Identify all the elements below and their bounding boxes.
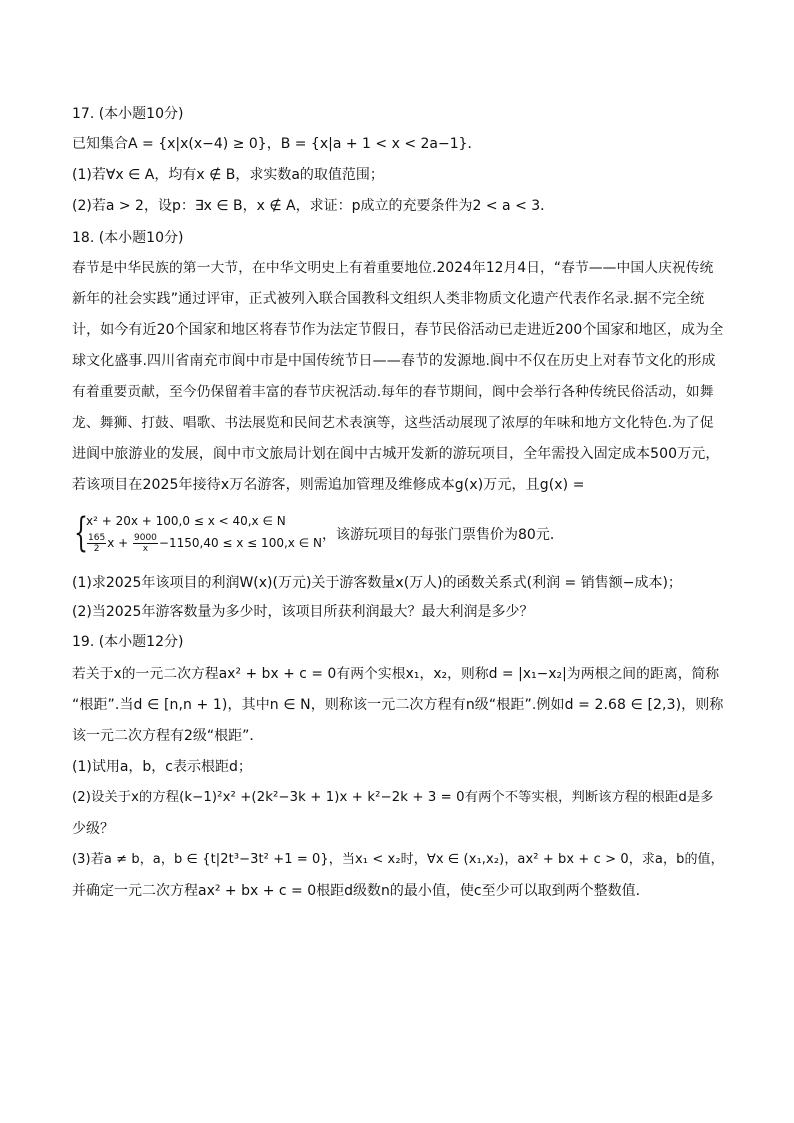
piecewise-function (74, 511, 734, 557)
q18-header: 18. (本小题10分) (72, 230, 184, 246)
q18-paragraph-line: 新年的社会实践”通过评审，正式被列入联合国教科文组织人类非物质文化遗产代表作名录.据不完全统 (72, 291, 705, 307)
q17-stem: 已知集合A = {x|x(x−4) ≥ 0}，B = {x|a + 1 < x < 2a−1}． (72, 136, 482, 152)
q17-part2: (2)若a > 2，设p：∃x ∈ B，x ∉ A，求证：p成立的充要条件为2 < a < 3． (72, 198, 555, 214)
q19-part1: (1)试用a，b，c表示根距d； (72, 759, 252, 775)
piecewise-row-2: $\frac{165}{2}$ x + $\frac{9000}{x}$ −1150,40 ≤ x ≤ 100,x ∈ N (88, 533, 322, 554)
q19-part3-cont: 并确定一元二次方程ax² + bx + c = 0根距d级数n的最小值，使c至少可以取到两个整数值． (72, 883, 650, 899)
piecewise-row-1: x² + 20x + 100,0 ≤ x < 40,x ∈ N (86, 514, 286, 528)
q19-stem-line: 该一元二次方程有2级“根距”． (72, 728, 264, 744)
q17-header: 17. (本小题10分) (72, 106, 184, 122)
q18-paragraph-line: 龙、舞狮、打鼓、唱歌、书法展览和民间艺术表演等，这些活动展现了浓厚的年味和地方文化特色.为了促 (72, 415, 714, 431)
piecewise-tail-text: ，该游玩项目的每张门票售价为80元． (322, 527, 564, 543)
fraction: $\frac{165}{2}$ (88, 533, 106, 554)
q17-part1: (1)若∀x ∈ A，均有x ∉ B，求实数a的取值范围； (72, 167, 384, 183)
fraction: $\frac{9000}{x}$ (134, 533, 157, 554)
q19-part2-cont: 少级？ (72, 821, 114, 837)
q18-paragraph-line: 进阆中旅游业的发展，阆中市文旅局计划在阆中古城开发新的游玩项目，全年需投入固定成本500万元， (72, 446, 720, 462)
brace-symbol: { (74, 510, 88, 556)
q19-part2: (2)设关于x的方程(k−1)²x² +(2k²−3k + 1)x + k²−2k + 3 = 0有两个不等实根，判断该方程的根距d是多 (72, 790, 714, 805)
q18-part1: (1)求2025年该项目的利润W(x)(万元)关于游客数量x(万人)的函数关系式(利润 = 销售额−成本)； (72, 575, 682, 591)
q19-stem-line: 若关于x的一元二次方程ax² + bx + c = 0有两个实根x₁，x₂，则称d = |x₁−x₂|为两根之间的距离，简称 (72, 666, 720, 682)
q18-paragraph-line: 球文化盛事.四川省南充市阆中市是中国传统节日——春节的发源地.阆中不仅在历史上对春节文化的形成 (72, 353, 716, 369)
q19-header: 19. (本小题12分) (72, 634, 184, 650)
q18-paragraph-line: 有着重要贡献，至今仍保留着丰富的春节庆祝活动.每年的春节期间，阆中会举行各种传统民俗活动，如舞 (72, 384, 714, 400)
q18-paragraph-line: 计，如今有近20个国家和地区将春节作为法定节假日，春节民俗活动已走进近200个国家和地区，成为全 (72, 322, 724, 338)
q18-paragraph-line: 春节是中华民族的第一大节，在中华文明史上有着重要地位.2024年12月4日，“春节——中国人庆祝传统 (72, 260, 714, 276)
q19-stem-line: “根距”.当d ∈ [n,n + 1)，其中n ∈ N，则称该一元二次方程有n级“根距”.例如d = 2.68 ∈ [2,3)，则称 (72, 697, 724, 713)
q18-paragraph-line: 若该项目在2025年接待x万名游客，则需追加管理及维修成本g(x)万元，且g(x) = (72, 477, 585, 493)
q19-part3: (3)若a ≠ b，a，b ∈ {t|2t³−3t² +1 = 0}，当x₁ < x₂时，∀x ∈ (x₁,x₂)，ax² + bx + c > 0，求a，b的值， (72, 852, 724, 867)
q18-part2: (2)当2025年游客数量为多少时，该项目所获利润最大？最大利润是多少？ (72, 604, 534, 620)
